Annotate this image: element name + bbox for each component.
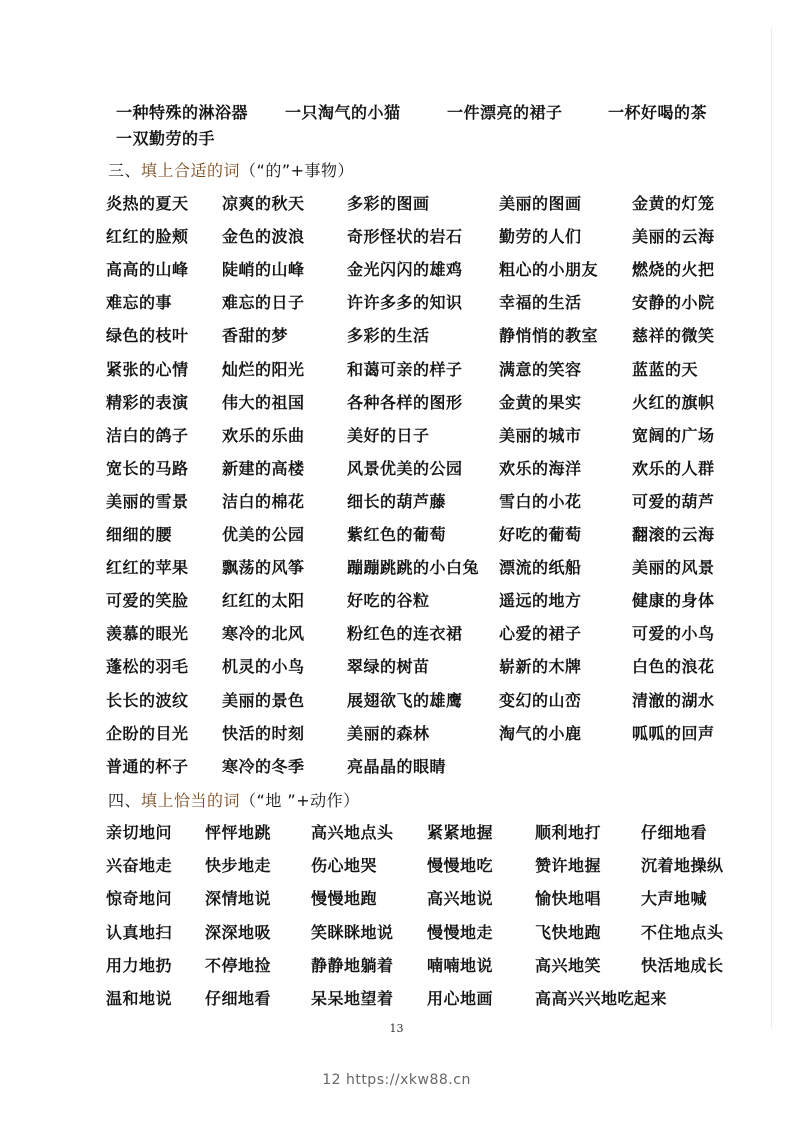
word-phrase: 好吃的谷粒: [347, 591, 430, 611]
word-phrase: 灿烂的阳光: [222, 359, 305, 379]
word-phrase: 静悄悄的教室: [499, 326, 599, 346]
word-phrase: 欢乐的乐曲: [222, 425, 305, 445]
word-phrase: 遥远的地方: [499, 591, 582, 611]
section3-row: [0, 557, 793, 579]
footer-url: 12 https://xkw88.cn: [322, 1072, 471, 1088]
word-phrase: 呆呆地望着: [311, 989, 394, 1008]
word-phrase: 陡峭的山峰: [222, 260, 305, 280]
word-phrase: 伤心地哭: [311, 856, 378, 876]
word-phrase: 清澈的湖水: [632, 690, 715, 710]
section3-row: [0, 226, 793, 248]
word-phrase: 用心地画: [427, 989, 494, 1008]
word-phrase: 燃烧的火把: [632, 260, 715, 280]
word-phrase: 高兴地说: [427, 889, 494, 909]
word-phrase: 火红的旗帜: [632, 392, 715, 412]
word-phrase: 金色的波浪: [222, 227, 305, 247]
word-phrase: 亲切地问: [106, 823, 173, 842]
section3-heading-paren: （“的”+事物）: [240, 161, 355, 180]
word-phrase: 不停地捡: [205, 955, 272, 975]
word-phrase: 精彩的表演: [106, 392, 189, 412]
section4-heading-paren: （“地 ”+动作）: [240, 791, 360, 810]
word-phrase: 顺利地打: [535, 823, 602, 842]
word-phrase: 变幻的山峦: [499, 690, 582, 710]
word-phrase: 许许多多的知识: [347, 293, 463, 313]
word-phrase: 香甜的梦: [222, 326, 289, 346]
word-phrase: 风景优美的公园: [347, 458, 463, 478]
word-phrase: 可爱的小鸟: [632, 624, 715, 644]
word-phrase: 洁白的棉花: [222, 491, 305, 511]
section3-row: [0, 392, 793, 414]
section4-row: [0, 822, 793, 844]
section4-heading-main: 填上恰当的词: [141, 791, 241, 810]
section3-row: [0, 723, 793, 745]
word-phrase: 美丽的景色: [222, 690, 305, 710]
word-phrase: 宽长的马路: [106, 458, 189, 478]
page-number: 13: [389, 1022, 404, 1035]
word-phrase: 慢慢地吃: [427, 856, 494, 876]
word-phrase: 愉快地唱: [535, 889, 602, 909]
word-phrase: 优美的公园: [222, 525, 305, 544]
word-phrase: 和蔼可亲的样子: [347, 359, 463, 379]
section3-row: [0, 425, 793, 447]
section4-row: [0, 855, 793, 877]
word-phrase: 好吃的葡萄: [499, 525, 582, 544]
word-phrase: 淘气的小鹿: [499, 723, 582, 743]
word-phrase: 深情地说: [205, 889, 272, 909]
word-phrase: 翠绿的树苗: [347, 657, 430, 677]
word-phrase: 各种各样的图形: [347, 392, 463, 412]
word-phrase: 普通的杯子: [106, 756, 189, 776]
word-phrase: 满意的笑容: [499, 359, 582, 379]
word-phrase: 奇形怪状的岩石: [347, 227, 463, 247]
word-phrase: 沉着地操纵: [641, 856, 724, 876]
word-phrase: 呱呱的回声: [632, 723, 715, 743]
word-phrase: 惊奇地问: [106, 889, 173, 909]
section3-row: [0, 656, 793, 678]
word-phrase: 笑眯眯地说: [311, 922, 394, 942]
word-phrase: 亮晶晶的眼睛: [347, 756, 447, 776]
word-phrase: 慈祥的微笑: [632, 326, 715, 346]
word-phrase: 展翅欲飞的雄鹰: [347, 690, 463, 710]
word-phrase: 欢乐的海洋: [499, 458, 582, 478]
word-phrase: 多彩的生活: [347, 326, 430, 346]
intro-line-2: [116, 129, 215, 149]
section4-heading: [108, 791, 360, 811]
word-phrase: 企盼的目光: [106, 723, 189, 743]
word-phrase: 兴奋地走: [106, 856, 173, 876]
word-phrase: 洁白的鸽子: [106, 425, 189, 445]
intro-phrase: 一只淘气的小猫: [285, 103, 401, 122]
word-phrase: 飞快地跑: [535, 922, 602, 942]
section4-row: [0, 955, 793, 977]
word-phrase: 快步地走: [205, 856, 272, 876]
word-phrase: 可爱的笑脸: [106, 591, 189, 611]
intro-phrase: 一双勤劳的手: [116, 129, 216, 148]
word-phrase: 蹦蹦跳跳的小白兔: [347, 558, 480, 578]
word-phrase: 难忘的事: [106, 293, 173, 313]
section3-row: [0, 193, 793, 215]
section4-row: [0, 922, 793, 944]
word-phrase: 美丽的图画: [499, 194, 582, 213]
word-phrase: 粉红色的连衣裙: [347, 624, 463, 644]
intro-line-1: [0, 103, 793, 123]
word-phrase: 紧张的心情: [106, 359, 189, 379]
word-phrase: 粗心的小朋友: [499, 260, 599, 280]
word-phrase: 炎热的夏天: [106, 194, 189, 213]
word-phrase: 绿色的枝叶: [106, 326, 189, 346]
word-phrase: 美丽的森林: [347, 723, 430, 743]
section3-row: [0, 325, 793, 347]
section3-row: [0, 590, 793, 612]
word-phrase: 大声地喊: [641, 889, 708, 909]
word-phrase: 用力地扔: [106, 955, 173, 975]
word-phrase: 心爱的裙子: [499, 624, 582, 644]
word-phrase: 高兴地笑: [535, 955, 602, 975]
section3-row: [0, 623, 793, 645]
section3-row: [0, 359, 793, 381]
word-phrase: 红红的太阳: [222, 591, 305, 611]
word-phrase: 金黄的灯笼: [632, 194, 715, 213]
word-phrase: 寒冷的冬季: [222, 756, 305, 776]
word-phrase: 紧紧地握: [427, 823, 494, 842]
word-phrase: 羡慕的眼光: [106, 624, 189, 644]
word-phrase: 美丽的云海: [632, 227, 715, 247]
word-phrase: 慢慢地走: [427, 922, 494, 942]
word-phrase: 多彩的图画: [347, 194, 430, 213]
section3-row: [0, 259, 793, 281]
word-phrase: 高兴地点头: [311, 823, 394, 842]
word-phrase: 仔细地看: [641, 823, 708, 842]
section3-row: [0, 491, 793, 513]
word-phrase: 温和地说: [106, 989, 173, 1008]
section4-heading-prefix: 四、: [108, 791, 142, 810]
word-phrase: 长长的波纹: [106, 690, 189, 710]
word-phrase: 认真地扫: [106, 922, 173, 942]
word-phrase: 金黄的果实: [499, 392, 582, 412]
word-phrase: 快活的时刻: [222, 723, 305, 743]
word-phrase: 仔细地看: [205, 989, 272, 1008]
word-phrase: 紫红色的葡萄: [347, 525, 447, 544]
section3-row: [0, 690, 793, 712]
word-phrase: 机灵的小鸟: [222, 657, 305, 677]
section3-row: [0, 756, 793, 778]
section3-row: [0, 292, 793, 314]
word-phrase: 深深地吸: [205, 922, 272, 942]
word-phrase: 高高兴兴地吃起来: [535, 989, 668, 1008]
section3-row: [0, 458, 793, 480]
word-phrase: 勤劳的人们: [499, 227, 582, 247]
word-phrase: 细细的腰: [106, 525, 173, 544]
word-phrase: 美丽的风景: [632, 558, 715, 578]
word-phrase: 喃喃地说: [427, 955, 494, 975]
word-phrase: 美丽的雪景: [106, 491, 189, 511]
section3-heading-prefix: 三、: [108, 161, 142, 180]
word-phrase: 蓬松的羽毛: [106, 657, 189, 677]
word-phrase: 飘荡的风筝: [222, 558, 305, 578]
word-phrase: 不住地点头: [641, 922, 724, 942]
section3-heading-main: 填上合适的词: [141, 161, 241, 180]
section4-row: [0, 888, 793, 910]
word-phrase: 细长的葫芦藤: [347, 491, 447, 511]
word-phrase: 凉爽的秋天: [222, 194, 305, 213]
word-phrase: 红红的苹果: [106, 558, 189, 578]
word-phrase: 静静地躺着: [311, 955, 394, 975]
section3-row: [0, 524, 793, 546]
word-phrase: 慢慢地跑: [311, 889, 378, 909]
intro-phrase: 一杯好喝的茶: [608, 103, 708, 122]
word-phrase: 赞许地握: [535, 856, 602, 876]
intro-phrase: 一种特殊的淋浴器: [116, 103, 249, 122]
word-phrase: 白色的浪花: [632, 657, 715, 677]
word-phrase: 新建的高楼: [222, 458, 305, 478]
word-phrase: 金光闪闪的雄鸡: [347, 260, 463, 280]
word-phrase: 雪白的小花: [499, 491, 582, 511]
word-phrase: 寒冷的北风: [222, 624, 305, 644]
word-phrase: 伟大的祖国: [222, 392, 305, 412]
word-phrase: 蓝蓝的天: [632, 359, 699, 379]
word-phrase: 快活地成长: [641, 955, 724, 975]
section4-row: [0, 988, 793, 1010]
word-phrase: 难忘的日子: [222, 293, 305, 313]
word-phrase: 安静的小院: [632, 293, 715, 313]
word-phrase: 宽阔的广场: [632, 425, 715, 445]
section3-heading: [108, 161, 354, 181]
word-phrase: 怦怦地跳: [205, 823, 272, 842]
word-phrase: 漂流的纸船: [499, 558, 582, 578]
word-phrase: 幸福的生活: [499, 293, 582, 313]
word-phrase: 美好的日子: [347, 425, 430, 445]
word-phrase: 健康的身体: [632, 591, 715, 611]
word-phrase: 翻滚的云海: [632, 525, 715, 544]
word-phrase: 红红的脸颊: [106, 227, 189, 247]
word-phrase: 高高的山峰: [106, 260, 189, 280]
word-phrase: 美丽的城市: [499, 425, 582, 445]
word-phrase: 可爱的葫芦: [632, 491, 715, 511]
intro-phrase: 一件漂亮的裙子: [447, 103, 563, 122]
word-phrase: 欢乐的人群: [632, 458, 715, 478]
word-phrase: 崭新的木牌: [499, 657, 582, 677]
